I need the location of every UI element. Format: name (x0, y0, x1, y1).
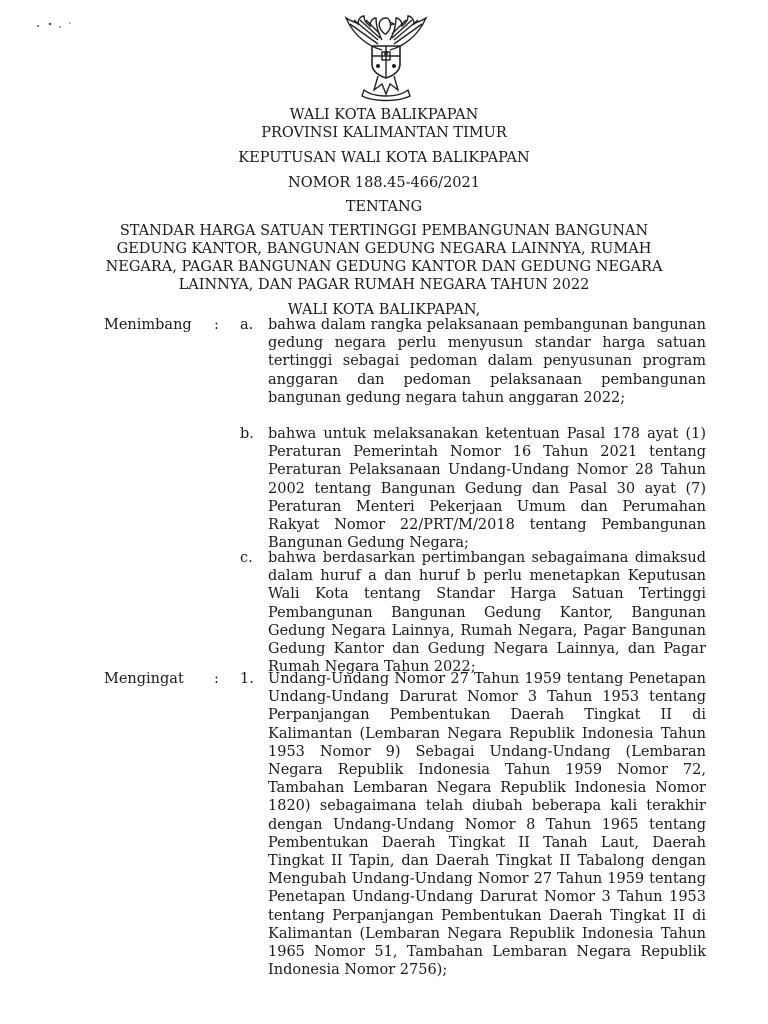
garuda-emblem-icon (338, 10, 434, 102)
menimbang-label: Menimbang (104, 317, 192, 333)
province-title: PROVINSI KALIMANTAN TIMUR (261, 125, 507, 141)
menimbang-item-b: bahwa untuk melaksanakan ketentuan Pasal 178 ayat (1) Peraturan Pemerintah Nomor 16 Tahun 2021 tentang Peraturan Pelaksanaan Undang-Undang Nomor 28 Tahun 2002 tentang Bangunan Gedung dan Pasal 30 ayat (7) Peraturan Menteri Pekerjaan Umum dan Perumahan Rakyat Nomor 22/PRT/M/2018 tentang Pembangunan Bangunan Gedung Negara; (268, 426, 706, 552)
decree-number: NOMOR 188.45-466/2021 (288, 175, 480, 191)
mengingat-colon: : (214, 671, 219, 687)
item-marker: b. (240, 426, 254, 442)
menimbang-item-a: bahwa dalam rangka pelaksanaan pembangunan bangunan gedung negara perlu menyusun standar harga satuan tertinggi sebagai pedoman dalam penyusunan program anggaran dan pedoman pelaksanaan pembangunan bangunan gedung negara tahun anggaran 2022; (268, 317, 706, 406)
subject-line: LAINNYA, DAN PAGAR RUMAH NEGARA TAHUN 2022 (178, 277, 590, 293)
issuer-title: WALI KOTA BALIKPAPAN (289, 107, 479, 123)
about-heading: TENTANG (345, 199, 423, 215)
menimbang-item-c: bahwa berdasarkan pertimbangan sebagaimana dimaksud dalam huruf a dan huruf b perlu menetapkan Keputusan Wali Kota tentang Standar Harga Satuan Tertinggi Pembangunan Bangunan Gedung Kantor, Bangunan Gedung Negara Lainnya, Rumah Negara, Pagar Bangunan Gedung Kantor dan Gedung Negara Lainnya, dan Pagar Rumah Negara Tahun 2022; (268, 550, 706, 676)
mengingat-label: Mengingat (104, 671, 184, 687)
menimbang-colon: : (214, 317, 219, 333)
subject-line: STANDAR HARGA SATUAN TERTINGGI PEMBANGUNAN BANGUNAN (119, 223, 649, 239)
item-marker: c. (240, 550, 253, 566)
scan-speck-marks (30, 14, 90, 34)
decree-title: KEPUTUSAN WALI KOTA BALIKPAPAN (238, 150, 530, 166)
item-marker: 1. (240, 671, 254, 687)
subject-line: GEDUNG KANTOR, BANGUNAN GEDUNG NEGARA LAINNYA, RUMAH (116, 241, 652, 257)
item-marker: a. (240, 317, 254, 333)
mengingat-item-1: Undang-Undang Nomor 27 Tahun 1959 tentang Penetapan Undang-Undang Darurat Nomor 3 Tahun 1953 tentang Perpanjangan Pembentukan Daerah Tingkat II di Kalimantan (Lembaran Negara Republik Indonesia Tahun 1953 Nomor 9) Sebagai Undang-Undang (Lembaran Negara Republik Indonesia Tahun 1959 Nomor 72, Tambahan Lembaran Negara Republik Indonesia Nomor 1820) sebagaimana telah diubah beberapa kali terakhir dengan Undang-Undang Nomor 8 Tahun 1965 tentang Pembentukan Daerah Tingkat II Tanah Laut, Daerah Tingkat II Tapin, dan Daerah Tingkat II Tabalong dengan Mengubah Undang-Undang Nomor 27 Tahun 1959 tentang Penetapan Undang-Undang Darurat Nomor 3 Tahun 1953 tentang Perpanjangan Pembentukan Daerah Tingkat II di Kalimantan (Lembaran Negara Republik Indonesia Tahun 1965 Nomor 51, Tambahan Lembaran Negara Republik Indonesia Nomor 2756); (268, 671, 706, 979)
subject-line: NEGARA, PAGAR BANGUNAN GEDUNG KANTOR DAN GEDUNG NEGARA (105, 259, 663, 275)
authority-line: WALI KOTA BALIKPAPAN, (287, 302, 481, 318)
